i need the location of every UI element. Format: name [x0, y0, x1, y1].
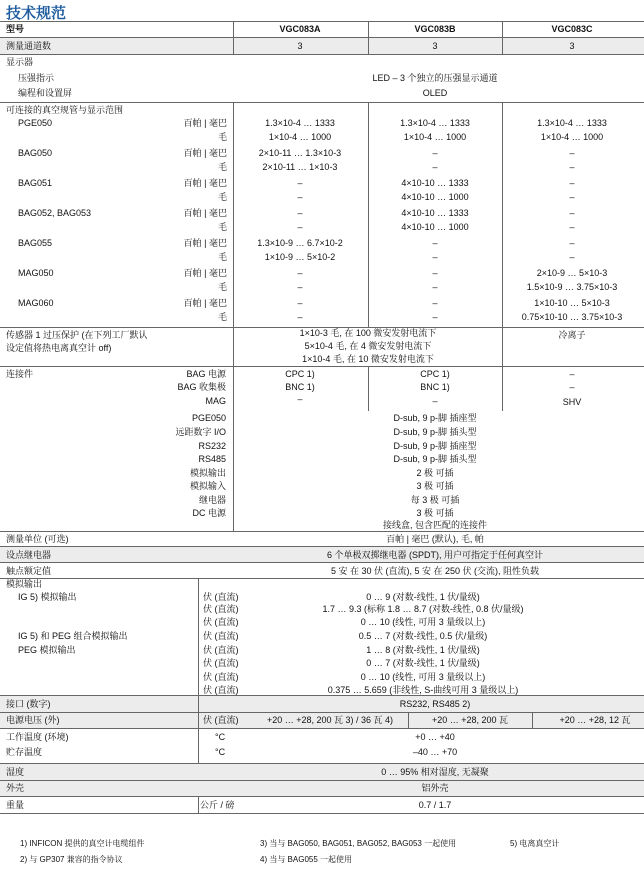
- conn-bag-power-c: –: [569, 369, 575, 379]
- gauge-mag050-b-hpa: –: [432, 268, 438, 278]
- row-band: [0, 780, 644, 796]
- protection-label-2: 设定值将热电离真空计 off): [6, 343, 112, 353]
- units-label: 测量单位 (可选): [6, 534, 69, 544]
- temp-op-unit: °C: [215, 732, 226, 742]
- protection-ab-1: 1×10-3 毛, 在 100 微安发射电流下: [299, 328, 437, 338]
- supply-label: 电源电压 (外): [6, 715, 60, 725]
- gauge-bag055-a-torr: 1×10-9 … 5×10-2: [264, 252, 336, 262]
- channels-b: 3: [432, 41, 438, 51]
- analog-value-2: 1.7 … 9.3 (标称 1.8 … 8.7 (对数-线性, 0.8 伏/量级): [322, 604, 524, 614]
- analog-value-5: 1 … 8 (对数-线性, 1 伏/量级): [366, 645, 480, 655]
- gauge-unit-hpa: 百帕 | 毫巴: [183, 208, 227, 218]
- row-band: [0, 38, 644, 54]
- connectors-label: 连接件: [6, 369, 34, 379]
- gauge-bag052-b-torr: 4×10-10 … 1000: [401, 222, 469, 232]
- conn-relay-val: 每 3 极 可插: [410, 495, 460, 505]
- conn-dc-val: 3 极 可插: [416, 508, 454, 518]
- conn-bag-collector-a: BNC 1): [285, 382, 315, 392]
- interface-label: 接口 (数字): [6, 699, 51, 709]
- weight-label: 重量: [6, 800, 25, 810]
- gauge-mag060-b-torr: –: [432, 312, 438, 322]
- gauge-bag052-c-hpa: –: [569, 208, 575, 218]
- gauge-mag050-a-hpa: –: [297, 268, 303, 278]
- temp-st-value: –40 … +70: [412, 747, 458, 757]
- gauge-name-pge050: PGE050: [18, 118, 53, 128]
- row-band: [0, 546, 644, 562]
- gauge-pge050-b-hpa: 1.3×10-4 … 1333: [400, 118, 470, 128]
- gauge-unit-hpa: 百帕 | 毫巴: [183, 148, 227, 158]
- analog-unit: 伏 (直流): [203, 658, 239, 668]
- analog-label: 模拟输出: [6, 579, 43, 589]
- protection-ab-3: 1×10-4 毛, 在 10 微安发射电流下: [302, 354, 434, 364]
- conn-remote-io-val: D-sub, 9 p-脚 插头型: [393, 427, 477, 437]
- analog-unit: 伏 (直流): [203, 631, 239, 641]
- contact-label: 触点额定值: [6, 566, 52, 576]
- gauge-bag051-a-torr: –: [297, 192, 303, 202]
- gauges-label: 可连接的真空规管与显示范围: [6, 105, 124, 115]
- gauge-unit-hpa: 百帕 | 毫巴: [183, 238, 227, 248]
- conn-bag-power-b: CPC 1): [420, 369, 450, 379]
- conn-bag-collector-c: –: [569, 382, 575, 392]
- conn-pge050: PGE050: [191, 413, 226, 423]
- conn-mag: MAG: [205, 396, 226, 406]
- gauge-bag051-a-hpa: –: [297, 178, 303, 188]
- conn-rs232: RS232: [198, 441, 226, 451]
- conn-dc: DC 电源: [192, 508, 226, 518]
- units-value: 百帕 | 毫巴 (默认), 毛, 帕: [386, 534, 484, 544]
- weight-unit: 公斤 / 磅: [200, 800, 235, 810]
- supply-unit: 伏 (直流): [203, 715, 239, 725]
- gauge-pge050-b-torr: 1×10-4 … 1000: [403, 132, 467, 142]
- gauge-mag060-c-hpa: 1×10-10 … 5×10-3: [534, 298, 610, 308]
- supply-a: +20 … +28, 200 瓦 3) / 36 瓦 4): [266, 715, 394, 725]
- analog-unit: 伏 (直流): [203, 592, 239, 602]
- gauge-bag051-c-hpa: –: [569, 178, 575, 188]
- display-label: 显示器: [6, 57, 34, 67]
- interface-value: RS232, RS485 2): [399, 699, 471, 709]
- gauge-bag055-b-hpa: –: [432, 238, 438, 248]
- temp-op-label: 工作温度 (环境): [6, 732, 69, 742]
- footnote-1: 1) INFICON 提供的真空计电缆组件: [20, 839, 145, 848]
- weight-value: 0.7 / 1.7: [418, 800, 452, 810]
- protection-c: 冷离子: [558, 330, 586, 340]
- gauge-bag051-c-torr: –: [569, 192, 575, 202]
- analog-unit: 伏 (直流): [203, 672, 239, 682]
- gauge-unit-hpa: 百帕 | 毫巴: [183, 298, 227, 308]
- conn-relay: 继电器: [198, 495, 226, 505]
- conn-analog-in: 模拟输入: [189, 481, 226, 491]
- row-band: [0, 764, 644, 780]
- row-band: [0, 696, 644, 712]
- conn-bag-power: BAG 电源: [186, 369, 226, 379]
- conn-mag-a: –: [297, 394, 303, 404]
- gauge-bag055-c-torr: –: [569, 252, 575, 262]
- protection-ab-2: 5×10-4 毛, 在 4 微安发射电流下: [304, 341, 432, 351]
- temp-st-unit: °C: [215, 747, 226, 757]
- gauge-bag052-a-torr: –: [297, 222, 303, 232]
- gauge-unit-torr: 毛: [217, 252, 227, 262]
- housing-label: 外壳: [6, 783, 25, 793]
- program-screen-value: OLED: [422, 88, 448, 98]
- gauge-bag050-a-torr: 2×10-11 … 1×10-3: [262, 162, 338, 172]
- relay-value: 6 个单极双掷继电器 (SPDT), 用户可指定于任何真空计: [326, 550, 544, 560]
- header-vgc083c: VGC083C: [551, 24, 593, 34]
- gauge-name-bag051: BAG051: [18, 178, 53, 188]
- gauge-bag050-c-hpa: –: [569, 148, 575, 158]
- gauge-mag060-a-hpa: –: [297, 298, 303, 308]
- conn-mag-c: SHV: [562, 397, 582, 407]
- conn-mag-b: –: [432, 396, 438, 406]
- supply-c: +20 … +28, 12 瓦: [559, 715, 631, 725]
- gauge-bag052-b-hpa: 4×10-10 … 1333: [401, 208, 469, 218]
- analog-value-6: 0 … 7 (对数-线性, 1 伏/量级): [366, 658, 480, 668]
- gauge-name-bag052: BAG052, BAG053: [18, 208, 92, 218]
- protection-label-1: 传感器 1 过压保护 (在下列工厂默认: [6, 330, 148, 340]
- humidity-value: 0 … 95% 相对湿度, 无凝聚: [381, 767, 489, 777]
- temp-op-value: +0 … +40: [415, 732, 455, 742]
- gauge-pge050-c-hpa: 1.3×10-4 … 1333: [537, 118, 607, 128]
- gauge-bag050-c-torr: –: [569, 162, 575, 172]
- gauge-bag051-b-torr: 4×10-10 … 1000: [401, 192, 469, 202]
- gauge-mag050-a-torr: –: [297, 282, 303, 292]
- gauge-unit-torr: 毛: [217, 132, 227, 142]
- conn-rs232-val: D-sub, 9 p-脚 插座型: [393, 441, 477, 451]
- analog-value-3: 0 … 10 (线性, 可用 3 量级以上): [360, 617, 486, 627]
- gauge-name-bag055: BAG055: [18, 238, 53, 248]
- conn-bag-collector-b: BNC 1): [420, 382, 450, 392]
- gauge-mag060-b-hpa: –: [432, 298, 438, 308]
- channels-c: 3: [569, 41, 575, 51]
- header-vgc083b: VGC083B: [414, 24, 456, 34]
- footnote-5: 5) 电离真空计: [510, 839, 560, 848]
- conn-rs485-val: D-sub, 9 p-脚 插头型: [393, 454, 477, 464]
- gauge-unit-torr: 毛: [217, 192, 227, 202]
- pressure-indication-value: LED – 3 个独立的压强显示通道: [372, 73, 498, 83]
- gauge-unit-hpa: 百帕 | 毫巴: [183, 118, 227, 128]
- conn-analog-in-val: 3 极 可插: [416, 481, 454, 491]
- conn-remote-io: 远距数字 I/O: [175, 427, 226, 437]
- gauge-bag055-c-hpa: –: [569, 238, 575, 248]
- channels-a: 3: [297, 41, 303, 51]
- gauge-unit-torr: 毛: [217, 282, 227, 292]
- header-model: 型号: [6, 24, 25, 34]
- analog-peg-label: PEG 模拟输出: [18, 645, 76, 655]
- gauge-name-bag050: BAG050: [18, 148, 53, 158]
- gauge-bag050-b-hpa: –: [432, 148, 438, 158]
- conn-analog-out: 模拟输出: [189, 468, 226, 478]
- relay-label: 设点继电器: [6, 550, 52, 560]
- gauge-bag051-b-hpa: 4×10-10 … 1333: [401, 178, 469, 188]
- channels-label: 测量通道数: [6, 41, 52, 51]
- gauge-bag052-a-hpa: –: [297, 208, 303, 218]
- gauge-pge050-a-hpa: 1.3×10-4 … 1333: [265, 118, 335, 128]
- gauge-name-mag060: MAG060: [18, 298, 54, 308]
- gauge-bag050-a-hpa: 2×10-11 … 1.3×10-3: [258, 148, 342, 158]
- header-vgc083a: VGC083A: [279, 24, 321, 34]
- conn-bag-power-a: CPC 1): [285, 369, 315, 379]
- analog-unit: 伏 (直流): [203, 645, 239, 655]
- analog-ig-label: IG 5) 模拟输出: [18, 592, 77, 602]
- gauge-unit-torr: 毛: [217, 222, 227, 232]
- analog-unit: 伏 (直流): [203, 604, 239, 614]
- pressure-indication-label: 压强指示: [18, 73, 55, 83]
- gauge-unit-torr: 毛: [217, 162, 227, 172]
- analog-unit: 伏 (直流): [203, 685, 239, 695]
- footnote-2: 2) 与 GP307 兼容的指令协议: [20, 855, 123, 864]
- contact-value: 5 安 在 30 伏 (直流), 5 安 在 250 伏 (交流), 阻性负载: [330, 566, 540, 576]
- gauge-mag050-b-torr: –: [432, 282, 438, 292]
- housing-value: 铝外壳: [421, 783, 449, 793]
- gauge-mag050-c-hpa: 2×10-9 … 5×10-3: [536, 268, 608, 278]
- temp-st-label: 贮存温度: [6, 747, 43, 757]
- gauge-mag060-c-torr: 0.75×10-10 … 3.75×10-3: [521, 312, 623, 322]
- analog-value-4: 0.5 … 7 (对数-线性, 0.5 伏/量级): [358, 631, 488, 641]
- footnote-3: 3) 当与 BAG050, BAG051, BAG052, BAG053 一起使用: [260, 839, 457, 848]
- gauge-unit-torr: 毛: [217, 312, 227, 322]
- analog-unit: 伏 (直流): [203, 617, 239, 627]
- page-title: 技术规范: [6, 5, 67, 22]
- gauge-bag052-c-torr: –: [569, 222, 575, 232]
- analog-value-8: 0.375 … 5.659 (非线性, S-曲线可用 3 量级以上): [327, 685, 519, 695]
- supply-b: +20 … +28, 200 瓦: [431, 715, 509, 725]
- conn-box: 接线盒, 包含匹配的连接件: [382, 520, 488, 530]
- gauge-unit-hpa: 百帕 | 毫巴: [183, 268, 227, 278]
- humidity-label: 湿度: [6, 767, 25, 777]
- conn-pge050-val: D-sub, 9 p-脚 插座型: [393, 413, 477, 423]
- gauge-unit-hpa: 百帕 | 毫巴: [183, 178, 227, 188]
- gauge-pge050-a-torr: 1×10-4 … 1000: [268, 132, 332, 142]
- gauge-mag060-a-torr: –: [297, 312, 303, 322]
- gauge-pge050-c-torr: 1×10-4 … 1000: [540, 132, 604, 142]
- analog-value-1: 0 … 9 (对数-线性, 1 伏/量级): [366, 592, 480, 602]
- gauge-bag055-a-hpa: 1.3×10-9 … 6.7×10-2: [257, 238, 343, 248]
- gauge-bag055-b-torr: –: [432, 252, 438, 262]
- footnote-4: 4) 当与 BAG055 一起使用: [260, 855, 353, 864]
- analog-value-7: 0 … 10 (线性, 可用 3 量级以上): [360, 672, 486, 682]
- gauge-mag050-c-torr: 1.5×10-9 … 3.75×10-3: [526, 282, 618, 292]
- gauge-bag050-b-torr: –: [432, 162, 438, 172]
- conn-rs485: RS485: [198, 454, 226, 464]
- program-screen-label: 编程和设置屏: [18, 88, 73, 98]
- analog-ig-peg-label: IG 5) 和 PEG 组合模拟输出: [18, 631, 128, 641]
- conn-analog-out-val: 2 极 可插: [416, 468, 454, 478]
- gauge-name-mag050: MAG050: [18, 268, 54, 278]
- conn-bag-collector: BAG 收集极: [177, 382, 226, 392]
